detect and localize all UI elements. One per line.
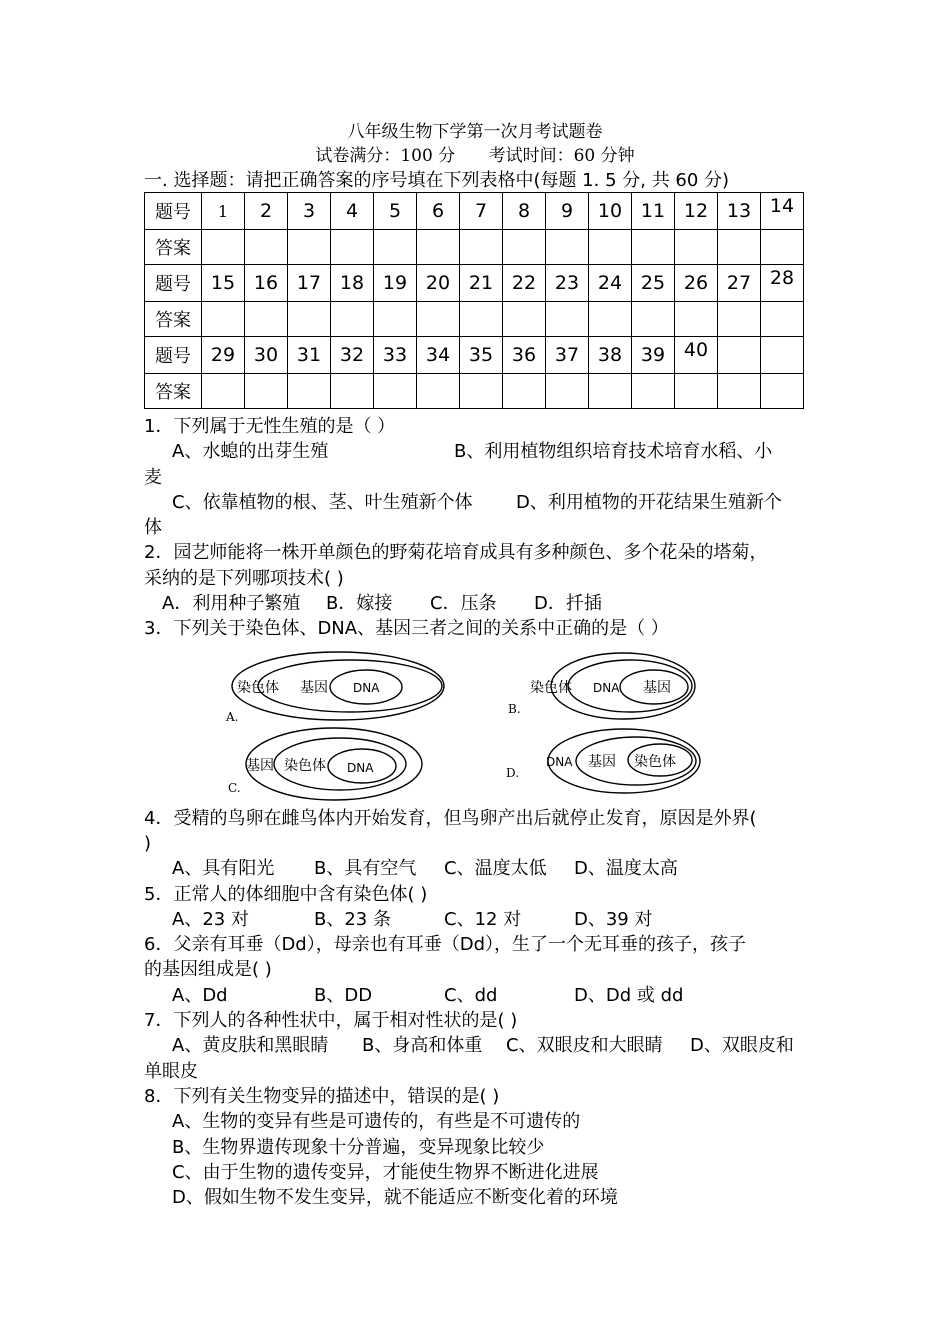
answer-cell[interactable] <box>546 302 589 337</box>
label-c-middle: 染色体 <box>284 757 326 774</box>
q6-options <box>144 983 814 1008</box>
answer-cell[interactable] <box>675 230 718 265</box>
answer-cell[interactable] <box>417 230 460 265</box>
q7-options <box>144 1033 814 1058</box>
q4-options <box>144 856 814 881</box>
answer-cell[interactable] <box>245 302 288 337</box>
answer-cell[interactable] <box>374 374 417 409</box>
answer-cell[interactable] <box>718 374 761 409</box>
q7-option-b[interactable]: B、身高和体重 <box>362 1035 483 1057</box>
answer-cell[interactable] <box>503 302 546 337</box>
answer-cell[interactable] <box>374 302 417 337</box>
q7-option-d[interactable]: D、双眼皮和 <box>690 1035 794 1057</box>
q1-option-d[interactable]: D、利用植物的开花结果生殖新个 <box>516 491 782 513</box>
answer-row <box>145 374 804 409</box>
q2-option-b[interactable]: B．嫁接 <box>326 593 393 615</box>
q1-option-b[interactable]: B、利用植物组织培育技术培育水稻、小 <box>454 441 773 463</box>
answer-cell[interactable] <box>675 302 718 337</box>
q6-option-b[interactable]: B、DD <box>314 984 373 1006</box>
row-label: 答案 <box>145 230 202 265</box>
answer-cell[interactable] <box>589 374 632 409</box>
question-number: 34 <box>417 337 460 374</box>
q8-option-a[interactable]: A、生物的变异有些是可遗传的，有些是不可遗传的 <box>172 1111 581 1133</box>
ellipse-middle <box>258 660 442 712</box>
question-number: 15 <box>202 265 245 302</box>
q6-stem-wrap: 的基因组成是( ) <box>144 959 272 981</box>
q2-stem-wrap: 采纳的是下列哪项技术( ) <box>144 567 344 589</box>
full-score: 试卷满分：100 分 <box>315 146 456 166</box>
answer-cell[interactable] <box>675 374 718 409</box>
question-number: 26 <box>675 265 718 302</box>
row-label: 题号 <box>145 265 202 302</box>
q1-options-row1 <box>144 439 814 464</box>
answer-cell[interactable] <box>245 374 288 409</box>
q4-option-c[interactable]: C、温度太低 <box>444 858 547 880</box>
question-number: 35 <box>460 337 503 374</box>
q1-option-a[interactable]: A、水螅的出芽生殖 <box>172 441 329 463</box>
question-number: 12 <box>675 193 718 230</box>
answer-cell[interactable] <box>460 302 503 337</box>
q5-option-b[interactable]: B、23 条 <box>314 908 391 930</box>
q3-diagram <box>144 646 744 802</box>
q4-option-a[interactable]: A、具有阳光 <box>172 858 275 880</box>
question-number: 16 <box>245 265 288 302</box>
q5-option-d[interactable]: D、39 对 <box>574 908 653 930</box>
answer-cell[interactable] <box>331 230 374 265</box>
question-number: 18 <box>331 265 374 302</box>
diagram-b[interactable] <box>551 653 695 719</box>
number-row <box>145 265 804 302</box>
answer-cell[interactable] <box>331 374 374 409</box>
q2-option-a[interactable]: A．利用种子繁殖 <box>162 593 301 615</box>
question-number: 40 <box>675 337 718 374</box>
q8-option-b[interactable]: B、生物界遗传现象十分普遍，变异现象比较少 <box>172 1136 545 1158</box>
question-number: 25 <box>632 265 675 302</box>
question-number: 11 <box>632 193 675 230</box>
label-a-letter: A. <box>226 709 239 724</box>
row-label: 答案 <box>145 302 202 337</box>
answer-cell[interactable] <box>288 230 331 265</box>
answer-cell[interactable] <box>718 302 761 337</box>
label-c-inner: DNA <box>347 760 374 775</box>
ellipse-outer <box>551 653 695 719</box>
answer-cell[interactable] <box>202 302 245 337</box>
answer-cell[interactable] <box>546 374 589 409</box>
q4-option-b[interactable]: B、具有空气 <box>314 858 417 880</box>
question-number: 24 <box>589 265 632 302</box>
answer-cell[interactable] <box>632 230 675 265</box>
question-number: 14 <box>761 193 804 230</box>
question-number <box>761 337 804 374</box>
answer-cell[interactable] <box>460 374 503 409</box>
q1-option-b-wrap: 麦 <box>144 466 162 488</box>
label-b-inner: 基因 <box>643 679 671 696</box>
exam-title: 八年级生物下学第一次月考试题卷 <box>347 122 603 142</box>
answer-cell[interactable] <box>374 230 417 265</box>
question-number: 9 <box>546 193 589 230</box>
answer-cell[interactable] <box>460 230 503 265</box>
q7-option-d-wrap: 单眼皮 <box>144 1060 198 1082</box>
q4-option-d[interactable]: D、温度太高 <box>574 858 678 880</box>
answer-cell[interactable] <box>632 302 675 337</box>
label-c-letter: C. <box>228 780 241 795</box>
q2-option-d[interactable]: D．扦插 <box>534 593 602 615</box>
question-number: 8 <box>503 193 546 230</box>
question-number: 38 <box>589 337 632 374</box>
answer-cell[interactable] <box>288 302 331 337</box>
q5-option-a[interactable]: A、23 对 <box>172 908 249 930</box>
q5-option-c[interactable]: C、12 对 <box>444 908 522 930</box>
question-number: 5 <box>374 193 417 230</box>
q3-stem: 3．下列关于染色体、DNA、基因三者之间的关系中正确的是（ ） <box>144 618 669 640</box>
q8-option-c[interactable]: C、由于生物的遗传变异，才能使生物界不断进化进展 <box>172 1161 599 1183</box>
answer-cell[interactable] <box>718 230 761 265</box>
answer-cell[interactable] <box>589 230 632 265</box>
q1-stem: 1．下列属于无性生殖的是（ ） <box>144 416 396 437</box>
question-number: 20 <box>417 265 460 302</box>
label-a-inner: DNA <box>353 680 380 695</box>
q7-option-c[interactable]: C、双眼皮和大眼睛 <box>506 1035 663 1057</box>
q8-option-d[interactable]: D、假如生物不发生变异，就不能适应不断变化着的环境 <box>172 1187 618 1209</box>
answer-cell[interactable] <box>417 374 460 409</box>
answer-cell[interactable] <box>288 374 331 409</box>
q6-stem: 6．父亲有耳垂（Dd），母亲也有耳垂（Dd），生了一个无耳垂的孩子，孩子 <box>144 934 747 956</box>
q2-stem: 2．园艺师能将一株开单颜色的野菊花培育成具有多种颜色、多个花朵的塔菊， <box>144 542 768 564</box>
q6-option-c[interactable]: C、dd <box>444 984 498 1006</box>
question-number: 29 <box>202 337 245 374</box>
label-b-outer: 染色体 <box>530 679 572 696</box>
label-b-letter: B. <box>508 701 521 716</box>
question-number: 13 <box>718 193 761 230</box>
row-label: 答案 <box>145 374 202 409</box>
question-number <box>718 337 761 374</box>
answer-table <box>144 192 804 409</box>
q4-stem: 4．受精的鸟卵在雌鸟体内开始发育，但鸟卵产出后就停止发育，原因是外界( <box>144 807 757 829</box>
question-number: 28 <box>761 265 804 302</box>
question-number: 22 <box>503 265 546 302</box>
question-number: 32 <box>331 337 374 374</box>
q6-option-d[interactable]: D、Dd 或 dd <box>574 984 684 1006</box>
question-number: 23 <box>546 265 589 302</box>
q8-stem: 8．下列有关生物变异的描述中，错误的是( ) <box>144 1085 500 1107</box>
label-b-middle: DNA <box>593 680 620 695</box>
answer-cell[interactable] <box>761 302 804 337</box>
answer-cell[interactable] <box>202 230 245 265</box>
label-a-outer: 染色体 <box>237 679 279 696</box>
question-number: 21 <box>460 265 503 302</box>
row-label: 题号 <box>145 337 202 374</box>
label-d-inner: 染色体 <box>634 753 676 770</box>
question-number: 30 <box>245 337 288 374</box>
exam-info <box>0 144 950 168</box>
answer-cell[interactable] <box>331 302 374 337</box>
q5-stem: 5．正常人的体细胞中含有染色体( ) <box>144 883 428 905</box>
question-number: 39 <box>632 337 675 374</box>
question-number: 37 <box>546 337 589 374</box>
label-d-middle: 基因 <box>588 753 616 770</box>
question-number: 7 <box>460 193 503 230</box>
answer-cell[interactable] <box>761 230 804 265</box>
answer-cell[interactable] <box>503 230 546 265</box>
section-heading: 一. 选择题：请把正确答案的序号填在下列表格中(每题 1. 5 分, 共 60 分) <box>144 170 730 191</box>
q6-option-a[interactable]: A、Dd <box>172 984 228 1006</box>
question-number: 4 <box>331 193 374 230</box>
q2-option-c[interactable]: C．压条 <box>430 593 497 615</box>
question-number: 27 <box>718 265 761 302</box>
answer-cell[interactable] <box>632 374 675 409</box>
question-number: 36 <box>503 337 546 374</box>
answer-cell[interactable] <box>503 374 546 409</box>
question-number: 17 <box>288 265 331 302</box>
answer-cell[interactable] <box>589 302 632 337</box>
answer-row <box>145 230 804 265</box>
question-number: 6 <box>417 193 460 230</box>
q5-options <box>144 907 814 932</box>
q7-option-a[interactable]: A、黄皮肤和黑眼睛 <box>172 1035 329 1057</box>
label-d-letter: D. <box>506 765 520 780</box>
q1-option-c[interactable]: C、依靠植物的根、茎、叶生殖新个体 <box>172 491 473 513</box>
label-d-outer: DNA <box>546 754 573 769</box>
ellipse-middle <box>568 660 692 712</box>
question-number: 19 <box>374 265 417 302</box>
q1-option-d-wrap: 体 <box>144 517 162 539</box>
question-number: 33 <box>374 337 417 374</box>
exam-time: 考试时间：60 分钟 <box>488 146 635 166</box>
number-row <box>145 337 804 374</box>
answer-cell[interactable] <box>202 374 245 409</box>
exam-header <box>0 120 950 168</box>
label-a-middle: 基因 <box>300 679 328 696</box>
label-c-outer: 基因 <box>246 757 274 774</box>
answer-cell[interactable] <box>761 374 804 409</box>
q1-options-row2 <box>144 490 814 515</box>
q4-stem-wrap: ) <box>144 832 152 854</box>
question-list <box>144 414 814 1210</box>
answer-cell[interactable] <box>546 230 589 265</box>
answer-cell[interactable] <box>245 230 288 265</box>
q2-options <box>144 591 814 616</box>
question-number: 1 <box>202 193 245 230</box>
question-number: 31 <box>288 337 331 374</box>
question-number: 10 <box>589 193 632 230</box>
question-number: 3 <box>288 193 331 230</box>
row-label: 题号 <box>145 193 202 230</box>
question-number: 2 <box>245 193 288 230</box>
q7-stem: 7．下列人的各种性状中，属于相对性状的是( ) <box>144 1010 518 1032</box>
number-row <box>145 193 804 230</box>
answer-row <box>145 302 804 337</box>
answer-cell[interactable] <box>417 302 460 337</box>
